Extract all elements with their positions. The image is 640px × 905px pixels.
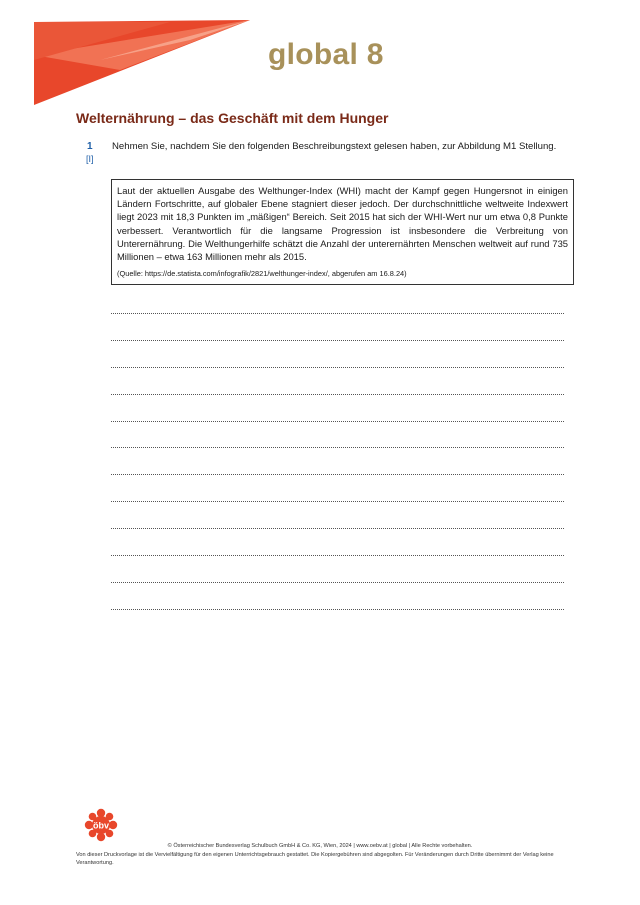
answer-line xyxy=(111,474,564,475)
answer-line xyxy=(111,394,564,395)
answer-lines xyxy=(111,313,564,636)
reading-textbox xyxy=(111,179,574,285)
answer-line xyxy=(111,313,564,314)
answer-line xyxy=(111,340,564,341)
answer-line xyxy=(111,582,564,583)
answer-line xyxy=(111,421,564,422)
textbox-body: Laut der aktuellen Ausgabe des Welthunger-Index (WHI) macht der Kampf gegen Hungersnot in einigen Ländern Fortschritte, auf globaler Ebene stagniert dieser jedoch. Der durchschnittliche weltweite Indexwert liegt 2023 mit 18,3 Punkten im „mäßigen“ Bereich. Seit 2015 hat sich der WHI-Wert nur um etwa 0,8 Punkte verbessert. Verantwortlich für die langsame Progression ist insbesondere die Verbreitung von Unterernährung. Die Welthungerhilfe schätzt die Anzahl der unterernährten Menschen weltweit auf rund 735 Millionen – etwa 163 Millionen mehr als 2015. xyxy=(117,185,568,263)
section-title: Welternährung – das Geschäft mit dem Hunger xyxy=(76,110,389,126)
footer-copyright: © Österreichischer Bundesverlag Schulbuch GmbH & Co. KG, Wien, 2024 | www.oebv.at | global | Alle Rechte vorbehalten. xyxy=(167,843,473,849)
answer-line xyxy=(111,609,564,610)
answer-line xyxy=(111,367,564,368)
textbox-source: (Quelle: https://de.statista.com/infografik/2821/welthunger-index/, abgerufen am 16.8.24) xyxy=(117,269,407,279)
task-level: [I] xyxy=(86,154,94,164)
corner-decoration xyxy=(0,0,260,110)
answer-line xyxy=(111,501,564,502)
brand-title: global 8 xyxy=(268,38,384,71)
answer-line xyxy=(111,528,564,529)
oebv-logo xyxy=(84,808,118,842)
task-instruction: Nehmen Sie, nachdem Sie den folgenden Beschreibungstext gelesen haben, zur Abbildung M1 Stellung. xyxy=(112,141,557,152)
logo-text: öbv xyxy=(92,820,110,831)
answer-line xyxy=(111,447,564,448)
task-number: 1 xyxy=(87,141,93,152)
answer-line xyxy=(111,555,564,556)
footer-note: Von dieser Druckvorlage ist die Vervielfältigung für den eigenen Unterrichtsgebrauch gestattet. Die Kopiergebühren sind abgegolten. Für Veränderungen durch Dritte übernimmt der Verlag keine Verantwortung. xyxy=(76,852,554,866)
